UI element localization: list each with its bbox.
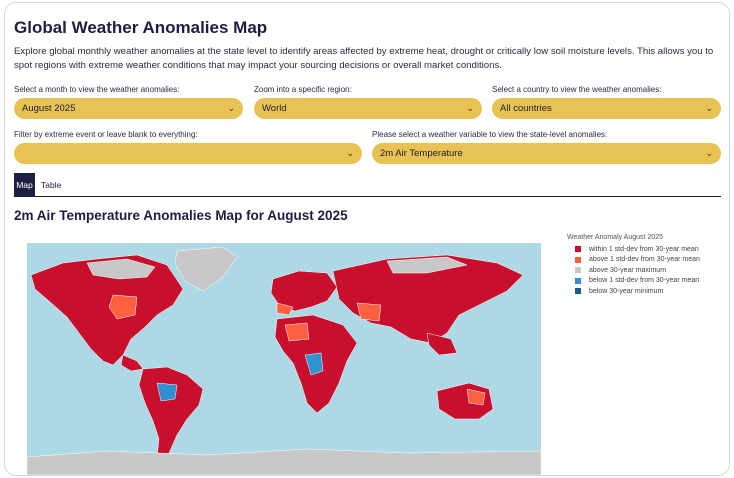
legend-item (575, 286, 700, 297)
legend-item (575, 244, 700, 255)
middle-east (357, 303, 381, 321)
legend-swatch (575, 257, 581, 263)
tab-table[interactable]: Table (41, 180, 62, 190)
page-description: Explore global monthly weather anomalies at the state level to identify areas affected by extreme heat, drought or critically low soil moisture levels. This allows you to spot regions with extreme weather conditions that may impact your sourcing decisions or overall market conditions. (14, 46, 714, 71)
event-dropdown[interactable] (14, 143, 362, 164)
country-dropdown[interactable] (492, 98, 721, 119)
event-label: Filter by extreme event or leave blank to everything: (14, 130, 198, 139)
sahara (285, 323, 309, 341)
map-title: 2m Air Temperature Anomalies Map for August 2025 (14, 208, 348, 223)
page-title: Global Weather Anomalies Map (14, 18, 268, 37)
legend-swatch (575, 278, 581, 284)
chevron-down-icon: ⌄ (705, 103, 713, 113)
legend-label: below 30-year minimum (589, 287, 664, 295)
month-value: August 2025 (22, 103, 76, 114)
legend-title: Weather Anomaly August 2025 (567, 234, 663, 241)
tab-divider (14, 196, 721, 197)
legend-item (575, 255, 700, 266)
region-value: World (262, 103, 287, 114)
region-dropdown[interactable] (254, 98, 482, 119)
chevron-down-icon: ⌄ (705, 148, 713, 158)
chevron-down-icon: ⌄ (346, 148, 354, 158)
legend-swatch (575, 267, 581, 273)
country-value: All countries (500, 103, 552, 114)
antarctica (27, 449, 541, 475)
legend-item (575, 276, 700, 287)
world-anomaly-map[interactable] (27, 243, 541, 475)
legend-swatch (575, 288, 581, 294)
legend-label: within 1 std-dev from 30-year mean (589, 245, 699, 253)
app-frame (4, 2, 730, 476)
month-label: Select a month to view the weather anomalies: (14, 85, 180, 94)
legend-label: above 30-year maximum (589, 266, 667, 274)
map-legend (567, 234, 700, 297)
variable-dropdown[interactable] (372, 143, 721, 164)
legend-label: above 1 std-dev from 30-year mean (589, 256, 700, 264)
chevron-down-icon: ⌄ (466, 103, 474, 113)
tab-map[interactable]: Map (14, 173, 35, 197)
country-label: Select a country to view the weather anomalies: (492, 85, 662, 94)
legend-label: below 1 std-dev from 30-year mean (589, 277, 700, 285)
legend-swatch (575, 246, 581, 252)
month-dropdown[interactable] (14, 98, 243, 119)
legend-item (575, 265, 700, 276)
chevron-down-icon: ⌄ (227, 103, 235, 113)
region-label: Zoom into a specific region: (254, 85, 352, 94)
variable-value: 2m Air Temperature (380, 148, 463, 159)
variable-label: Please select a weather variable to view the state-level anomalies: (372, 130, 608, 139)
